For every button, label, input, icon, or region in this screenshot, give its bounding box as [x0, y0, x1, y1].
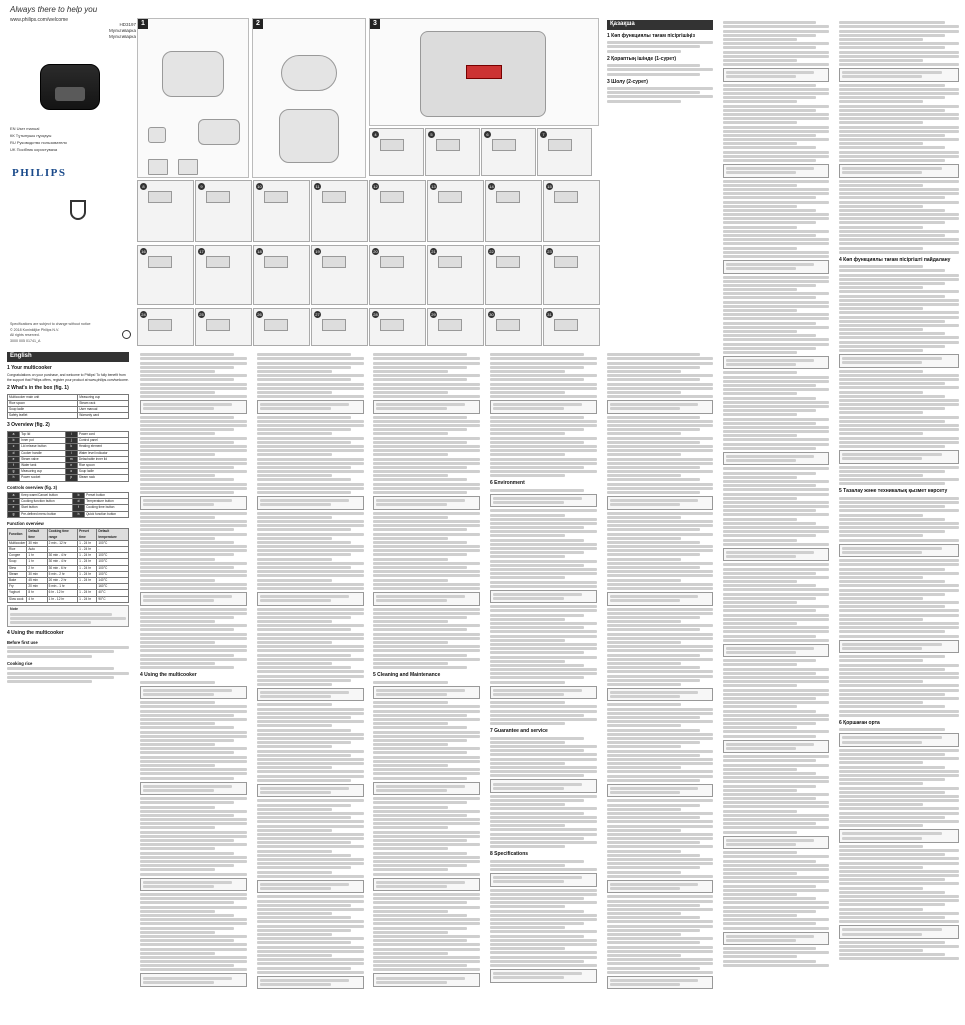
- note-box: [257, 880, 364, 894]
- step-number: 15: [547, 184, 552, 189]
- note-box: [723, 836, 829, 850]
- step-illustration: [485, 308, 542, 346]
- step-drawing: [496, 256, 520, 268]
- text-column: [370, 350, 483, 1020]
- step-number: 8: [140, 183, 147, 190]
- note-box: [140, 496, 247, 510]
- note-box: [839, 925, 959, 939]
- step-number: 18: [257, 249, 262, 254]
- step-illustration: [537, 128, 592, 176]
- step-number: 21: [431, 249, 436, 254]
- heading: 2 Қораптың ішінде (1-сурет): [607, 55, 677, 62]
- step-drawing: [148, 191, 172, 203]
- heading: 5 Cleaning and Maintenance: [373, 672, 441, 679]
- note-box: [839, 354, 959, 368]
- step-illustration: [427, 180, 484, 242]
- figure-panel-3: [369, 18, 599, 126]
- note-box: [373, 782, 480, 796]
- model-block: [96, 22, 136, 40]
- step-drawing: [438, 191, 462, 203]
- step-number: 27: [315, 312, 320, 317]
- step-illustration: [543, 308, 600, 346]
- note-box: [373, 592, 480, 606]
- step-drawing: [436, 139, 460, 151]
- note-box: [373, 496, 480, 510]
- step-number: 9: [198, 183, 205, 190]
- step-drawing: [380, 191, 404, 203]
- lid-illustration: [281, 55, 337, 91]
- legal-line: © 2018 Koninklijke Philips N.V.: [10, 327, 60, 332]
- step-illustration: [311, 180, 368, 242]
- note-box: [257, 784, 364, 798]
- recycle-seal-icon: [122, 330, 131, 339]
- heading: 1 Көп функциялы тағам пісіргішіңіз: [607, 32, 695, 39]
- step-number: 28: [373, 312, 378, 317]
- english-column-1: [4, 350, 132, 1020]
- step-drawing: [206, 191, 230, 203]
- note-box: [607, 592, 713, 606]
- note-box: [839, 640, 959, 654]
- language-item: UK Посібник користувача: [10, 147, 58, 152]
- step-illustration: [253, 245, 310, 305]
- function-table: Function Default time Cooking time range Preset time Default temperature Multicooker 30 min 2 min - 12 hr 1 - 24 hr 100°C Rice Auto - 1 - 24 hr - Congee 1 hr 30 min - 4 hr 1 - 24 hr 100°C Soup 1 hr 30 min - 4 hr 1 - 24 hr 100°C Stew 2 hr 30 min - 6 hr 1 - 24 hr 100°C Steam 30 min 5 min - 2 hr 1 - 24 hr 100°C Bake 45 min 20 min - 2 hr 1 - 24 hr 140°C Fry 20 min 5 min - 1 hr - 160°C Yoghurt 8 hr 6 hr - 12 hr 1 - 24 hr 40°C Slow cook 4 hr 1 hr - 12 hr 1 - 24 hr 90°C: [7, 528, 129, 602]
- product-name: Мультиварка: [108, 33, 136, 39]
- note-box: [257, 688, 364, 702]
- display-illustration: [466, 65, 502, 79]
- subheading: Cooking rice: [7, 660, 33, 666]
- step-illustration: [137, 180, 194, 242]
- note-box: [490, 873, 597, 887]
- step-drawing: [380, 139, 404, 151]
- note-box: [723, 452, 829, 466]
- step-number: 5: [428, 131, 435, 138]
- step-number: 26: [257, 312, 262, 317]
- cooker-body-illustration: [279, 109, 339, 163]
- legal-block: [10, 322, 91, 344]
- step-number: 6: [484, 131, 491, 138]
- heading: 7 Guarantee and service: [490, 728, 548, 735]
- subheading: Before first use: [7, 639, 38, 645]
- note-box: [723, 644, 829, 658]
- note-box: [490, 686, 597, 700]
- step-number: 14: [489, 184, 494, 189]
- heading: 4 Using the multicooker: [7, 630, 64, 637]
- text-column: [487, 350, 600, 1020]
- step-number: 12: [373, 184, 378, 189]
- note-box: [490, 779, 597, 793]
- step-number: 10: [257, 184, 262, 189]
- heading: 3 Overview (fig. 2): [7, 422, 50, 429]
- figure-number: 2: [253, 19, 263, 29]
- heading: 8 Specifications: [490, 851, 529, 858]
- note-box: [607, 880, 713, 894]
- philips-shield-icon: [70, 200, 86, 220]
- section-header-kazakh: Қазақша: [607, 20, 713, 30]
- step-illustration: [137, 308, 194, 346]
- text-column: [604, 350, 716, 1018]
- product-name: Мультиварка: [108, 27, 136, 33]
- step-number: 20: [373, 249, 378, 254]
- step-illustration: [369, 180, 426, 242]
- step-drawing: [438, 319, 462, 331]
- step-drawing: [380, 319, 404, 331]
- step-number: 13: [431, 184, 436, 189]
- model-number: HD3197: [119, 22, 136, 27]
- step-illustration: [427, 308, 484, 346]
- note-box: [607, 496, 713, 510]
- heading: 3 Шолу (2-сурет): [607, 78, 648, 85]
- step-illustration: [195, 180, 252, 242]
- step-illustration: [253, 308, 310, 346]
- note-box: [140, 592, 247, 606]
- heading: 6 Environment: [490, 480, 525, 487]
- figure-number: 3: [370, 19, 380, 29]
- step-illustration: [481, 128, 536, 176]
- note-box: [257, 976, 364, 990]
- step-drawing: [322, 319, 346, 331]
- step-drawing: [554, 191, 578, 203]
- step-drawing: [380, 256, 404, 268]
- note-box: [839, 164, 959, 178]
- box-contents-table: Multicooker main unit Measuring cup Rice spoon Steam rack Soup ladle User manual Safety leaflet Warranty card: [7, 394, 129, 420]
- note-box: [373, 400, 480, 414]
- step-illustration: [485, 245, 542, 305]
- step-drawing: [548, 139, 572, 151]
- note-box: [140, 686, 247, 700]
- step-number: 19: [315, 249, 320, 254]
- note-box: [140, 973, 247, 987]
- legal-line: 3000 005 01741_A: [10, 338, 41, 343]
- note-box: [257, 400, 364, 414]
- note-box: [607, 400, 713, 414]
- heading: 4 Көп функциялы тағам пісіргішті пайдалану: [839, 256, 951, 263]
- legal-line: All rights reserved.: [10, 333, 40, 337]
- note-box: [839, 544, 959, 558]
- booklet-illustration: [178, 159, 198, 175]
- figure-panel-1: [137, 18, 249, 178]
- figure-panel-2: [252, 18, 366, 178]
- heading: 1 Your multicooker: [7, 364, 52, 371]
- step-illustration: [137, 245, 194, 305]
- note-box: [723, 740, 829, 754]
- note-box: [490, 969, 597, 983]
- step-illustration: [369, 308, 426, 346]
- note-box: [257, 592, 364, 606]
- note-box: [490, 590, 597, 604]
- step-illustration: [369, 128, 424, 176]
- step-illustration: [253, 180, 310, 242]
- step-illustration: [369, 245, 426, 305]
- note-box: [490, 400, 597, 414]
- paragraph: Congratulations on your purchase, and welcome to Philips! To fully benefit from the support that Philips offers, register your product at www.philips.com/welcome.: [7, 373, 129, 382]
- step-number: 29: [431, 312, 436, 317]
- step-drawing: [264, 191, 288, 203]
- website-url[interactable]: www.philips.com/welcome: [10, 17, 69, 23]
- text-column: [254, 350, 367, 1020]
- step-drawing: [322, 256, 346, 268]
- note-box: [140, 782, 247, 796]
- step-drawing: [264, 319, 288, 331]
- text-column: [720, 18, 832, 1018]
- inner-pot-illustration: [198, 119, 240, 145]
- note-box: [723, 260, 829, 274]
- subheading: Function overview: [7, 520, 44, 526]
- text-column: [137, 350, 250, 1020]
- note-box: [373, 686, 480, 700]
- heading: 4 Using the multicooker: [140, 672, 197, 679]
- note-box: [373, 973, 480, 987]
- step-illustration: [195, 308, 252, 346]
- legal-line: Specifications are subject to change without notice: [10, 322, 91, 326]
- multicooker-product-image: [40, 64, 100, 110]
- multicooker-illustration: [162, 51, 224, 97]
- note-box: [140, 400, 247, 414]
- note-box: [607, 784, 713, 798]
- step-number: 7: [540, 131, 547, 138]
- step-drawing: [206, 319, 230, 331]
- step-illustration: [311, 308, 368, 346]
- accessory-illustration: [148, 127, 166, 143]
- step-illustration: [485, 180, 542, 242]
- step-illustration: [311, 245, 368, 305]
- philips-logo: PHILIPS: [12, 167, 67, 179]
- tagline: Always there to help you: [10, 5, 98, 14]
- step-drawing: [496, 191, 520, 203]
- step-illustration: [427, 245, 484, 305]
- step-drawing: [492, 139, 516, 151]
- step-illustration: [543, 245, 600, 305]
- step-drawing: [148, 256, 172, 268]
- step-illustration: [425, 128, 480, 176]
- step-drawing: [554, 256, 578, 268]
- note-box: [140, 878, 247, 892]
- step-number: 16: [141, 249, 146, 254]
- text-column: [836, 18, 962, 1018]
- heading: 6 Қоршаған орта: [839, 719, 880, 726]
- step-number: 23: [547, 249, 552, 254]
- controls-table: a Keep warm/Cancel button b Preset button c Cooking function button d Temperature button e Start button f Cooking time button g Pre-defined menu button h Quick function button: [7, 492, 129, 518]
- kazakh-column-1: [604, 18, 716, 348]
- note-title: Note: [10, 606, 18, 611]
- step-number: 30: [489, 312, 494, 317]
- overview-table: a Top lid i Power cord b Inner pot j Control panel c Lid release button k Heating element d Cooker handle l Water level indicator e Steam valve m Detachable inner lid f Water tank n Rice spoon g Measuring cup o Soup ladle h Power socket p Steam rack: [7, 431, 129, 482]
- booklet-illustration: [148, 159, 168, 175]
- note-box: [373, 878, 480, 892]
- note-box: [839, 68, 959, 82]
- step-drawing: [438, 256, 462, 268]
- note-box: [839, 829, 959, 843]
- step-number: 31: [547, 312, 552, 317]
- subheading: Controls overview (fig. 3): [7, 484, 58, 490]
- note-box: [839, 450, 959, 464]
- step-illustration: [543, 180, 600, 242]
- step-illustration: [195, 245, 252, 305]
- language-item: КК Тұтынушы нұсқауы: [10, 133, 52, 138]
- note-box: [723, 548, 829, 562]
- step-drawing: [322, 191, 346, 203]
- language-item: RU Руководство пользователя: [10, 140, 67, 145]
- step-drawing: [206, 256, 230, 268]
- note-box: [607, 976, 713, 990]
- step-number: 24: [141, 312, 146, 317]
- language-item: EN User manual: [10, 126, 40, 131]
- step-drawing: [496, 319, 520, 331]
- step-number: 25: [199, 312, 204, 317]
- note-box: [839, 733, 959, 747]
- step-number: 17: [199, 249, 204, 254]
- note-box: [257, 496, 364, 510]
- step-drawing: [148, 319, 172, 331]
- heading: 2 What's in the box (fig. 1): [7, 385, 69, 392]
- step-drawing: [264, 256, 288, 268]
- note-box: [723, 164, 829, 178]
- language-list: [10, 125, 120, 153]
- step-number: 11: [315, 184, 320, 189]
- note-box: [723, 356, 829, 370]
- note-box: [723, 932, 829, 946]
- heading: 5 Тазалау және техникалық қызмет көрсету: [839, 488, 948, 495]
- note-box: [7, 605, 129, 627]
- note-box: [490, 494, 597, 508]
- step-number: 4: [372, 131, 379, 138]
- figure-number: 1: [138, 19, 148, 29]
- note-box: [723, 68, 829, 82]
- step-drawing: [554, 319, 578, 331]
- step-number: 22: [489, 249, 494, 254]
- note-box: [607, 688, 713, 702]
- section-header-english: English: [7, 352, 129, 362]
